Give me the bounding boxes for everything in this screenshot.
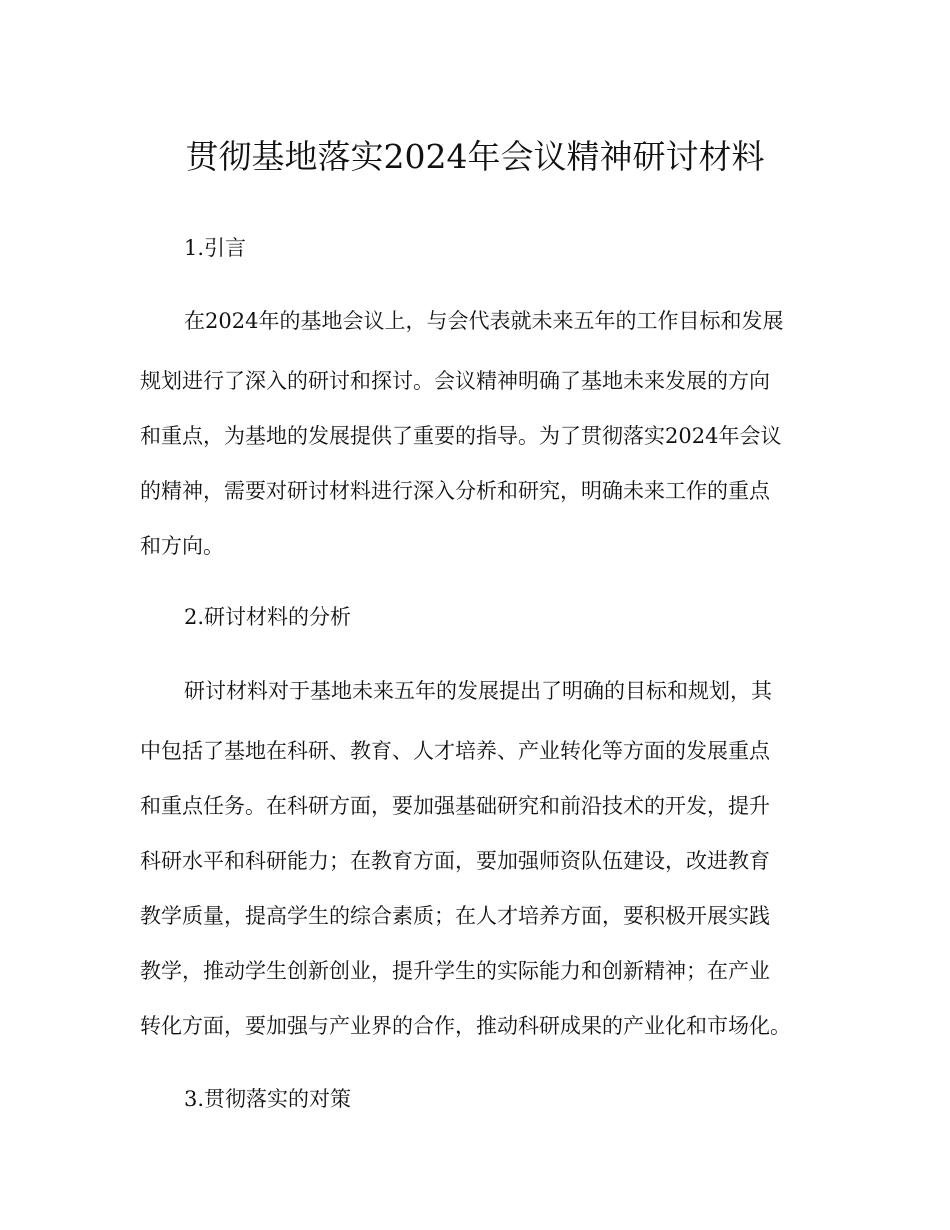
document-title: 贯彻基地落实2024年会议精神研讨材料 <box>185 137 765 176</box>
section-heading: 2.研讨材料的分析 <box>184 605 352 629</box>
paragraph-line: 和重点，为基地的发展提供了重要的指导。为了贯彻落实2024年会议 <box>140 424 782 448</box>
paragraph-line: 在2024年的基地会议上，与会代表就未来五年的工作目标和发展 <box>184 309 784 333</box>
paragraph-line: 规划进行了深入的研讨和探讨。会议精神明确了基地未来发展的方向 <box>140 369 770 393</box>
paragraph-line: 科研水平和科研能力；在教育方面，要加强师资队伍建设，改进教育 <box>140 849 770 873</box>
paragraph-line: 研讨材料对于基地未来五年的发展提出了明确的目标和规划，其 <box>184 679 772 703</box>
paragraph-line: 转化方面，要加强与产业界的合作，推动科研成果的产业化和市场化。 <box>140 1014 791 1038</box>
paragraph-line: 教学，推动学生创新创业，提升学生的实际能力和创新精神；在产业 <box>140 959 770 983</box>
paragraph-line: 中包括了基地在科研、教育、人才培养、产业转化等方面的发展重点 <box>140 739 770 763</box>
paragraph-line: 和重点任务。在科研方面，要加强基础研究和前沿技术的开发，提升 <box>140 794 770 818</box>
paragraph-line: 的精神，需要对研讨材料进行深入分析和研究，明确未来工作的重点 <box>140 479 770 503</box>
section-heading: 1.引言 <box>184 236 247 260</box>
paragraph-line: 教学质量，提高学生的综合素质；在人才培养方面，要积极开展实践 <box>140 904 770 928</box>
paragraph-line: 和方向。 <box>140 534 224 558</box>
section-heading: 3.贯彻落实的对策 <box>184 1087 352 1111</box>
